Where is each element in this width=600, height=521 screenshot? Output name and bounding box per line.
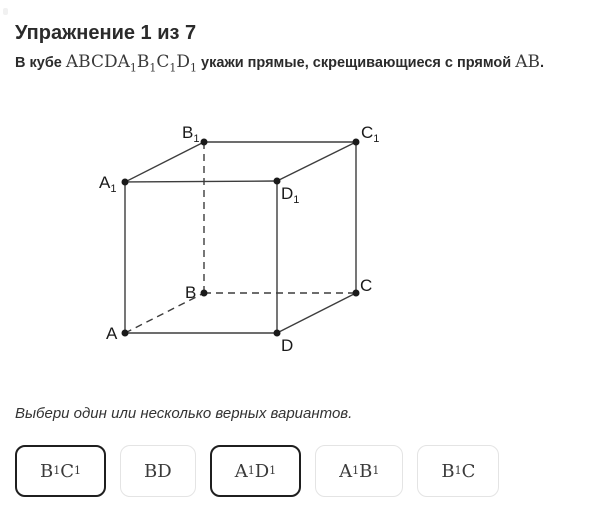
cube-vertex-dot-a1 xyxy=(122,179,129,186)
cube-vertex-dot-b xyxy=(201,290,208,297)
cube-vertex-label-b: B xyxy=(185,283,197,302)
task-segment: AB xyxy=(515,52,541,72)
cube-edge-d-c xyxy=(277,293,356,333)
cube-edge-a1-b1 xyxy=(125,142,204,182)
cube-vertex-label-a: A xyxy=(106,324,118,343)
cube-vertex-dot-d1 xyxy=(274,178,281,185)
option-button-b1c1[interactable]: B 1 C 1 xyxy=(15,445,106,497)
options-row xyxy=(15,445,499,497)
cube-vertex-dot-d xyxy=(274,330,281,337)
task-segment: укажи прямые, скрещивающиеся с прямой xyxy=(197,55,516,71)
cube-vertex-dot-c1 xyxy=(353,139,360,146)
instruction-text: Выбери один или несколько верных вариантов. xyxy=(15,405,353,422)
cube-vertex-label-a1: $A_1$ xyxy=(99,173,117,195)
cube-vertex-dot-a xyxy=(122,330,129,337)
cube-edge-a1-d1 xyxy=(125,181,277,182)
page-title: Упражнение 1 из 7 xyxy=(15,22,197,45)
cube-vertex-label-d1: $D_1$ xyxy=(281,184,300,206)
cube-vertex-label-c: C xyxy=(360,276,373,295)
task-segment: . xyxy=(540,55,545,71)
cube-vertex-label-c1: $C_1$ xyxy=(361,123,380,145)
option-button-bd[interactable]: BD xyxy=(120,445,196,497)
option-button-b1c[interactable]: B 1 C xyxy=(417,445,499,497)
cube-vertex-dot-c xyxy=(353,290,360,297)
cube-vertex-label-d: D xyxy=(281,336,294,355)
cube-vertex-label-b1: $B_1$ xyxy=(182,123,200,145)
option-button-a1b1[interactable]: A 1 B 1 xyxy=(315,445,403,497)
cube-vertex-dot-b1 xyxy=(201,139,208,146)
task-segment: В кубе xyxy=(15,55,66,71)
option-button-a1d1[interactable]: A 1 D 1 xyxy=(210,445,301,497)
task-segment: $ABCDA_1B_1C_1D_1$ xyxy=(65,52,198,75)
cube-edge-c1-d1 xyxy=(277,142,356,181)
